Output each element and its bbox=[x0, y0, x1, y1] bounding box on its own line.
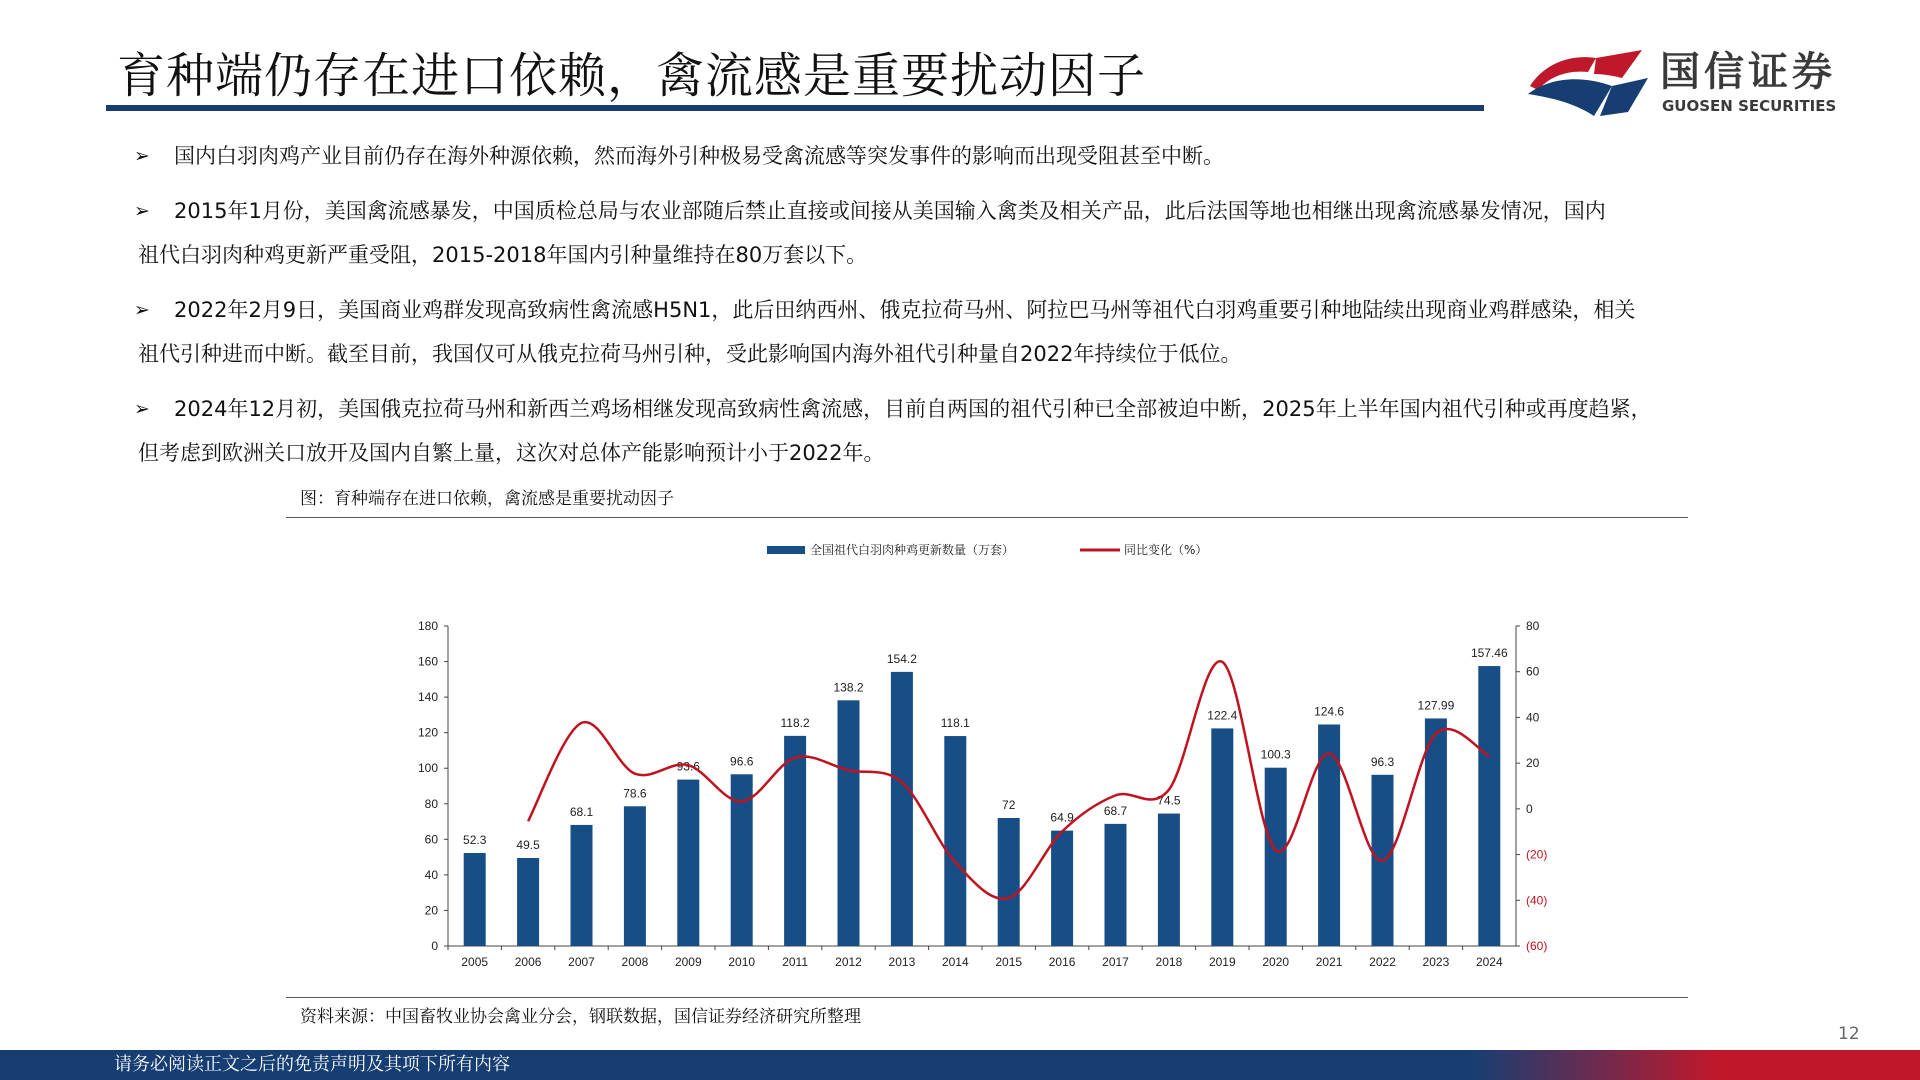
page-title: 育种端仍存在进口依赖，禽流感是重要扰动因子 bbox=[117, 48, 1147, 104]
bar-value-label: 138.2 bbox=[833, 680, 864, 695]
bar-value-label: 118.1 bbox=[940, 716, 970, 731]
x-tick-label: 2018 bbox=[1155, 955, 1183, 969]
x-tick-label: 2009 bbox=[674, 955, 702, 969]
bar bbox=[464, 853, 486, 946]
x-tick-label: 2022 bbox=[1369, 955, 1396, 969]
bullet-arrow-icon: ➢ bbox=[134, 299, 150, 321]
figure-bottom-rule bbox=[286, 997, 1688, 998]
bar bbox=[1265, 768, 1287, 946]
bullet-text-line: 祖代白羽肉种鸡更新严重受阻，2015-2018年国内引种量维持在80万套以下。 bbox=[138, 243, 868, 267]
bullet-text-line: 2022年2月9日，美国商业鸡群发现高致病性禽流感H5N1，此后田纳西州、俄克拉荷马州、阿拉巴马州等祖代白羽鸡重要引种地陆续出现商业鸡群感染，相关 bbox=[174, 298, 1636, 322]
bar bbox=[571, 825, 593, 946]
bar-value-label: 96.3 bbox=[1370, 754, 1395, 769]
x-tick-label: 2024 bbox=[1475, 955, 1503, 969]
x-tick-label: 2010 bbox=[728, 955, 756, 969]
bullet-item bbox=[134, 189, 1834, 277]
y-tick-label-left: 160 bbox=[417, 654, 438, 669]
bar-value-label: 154.2 bbox=[886, 651, 917, 666]
y-tick-label-left: 100 bbox=[417, 761, 438, 776]
combo-chart bbox=[286, 520, 1688, 994]
bullet-item bbox=[134, 387, 1834, 475]
legend-bar-label: 全国祖代白羽肉种鸡更新数量（万套） bbox=[810, 543, 1015, 557]
y-tick-label-left: 80 bbox=[424, 796, 438, 811]
x-tick-label: 2014 bbox=[941, 955, 969, 969]
bar-value-label: 118.2 bbox=[780, 715, 810, 730]
bullet-text-line: 2024年12月初，美国俄克拉荷马州和新西兰鸡场相继发现高致病性禽流感，目前自两国的祖代引种已全部被迫中断，2025年上半年国内祖代引种或再度趋紧， bbox=[174, 397, 1652, 421]
bar bbox=[891, 672, 913, 946]
company-logo bbox=[1524, 42, 1837, 122]
bar bbox=[677, 780, 699, 946]
bar bbox=[1051, 831, 1073, 946]
y-tick-label-left: 40 bbox=[424, 867, 438, 882]
bullet-text-line: 祖代引种进而中断。截至目前，我国仅可从俄克拉荷马州引种，受此影响国内海外祖代引种量自2022年持续位于低位。 bbox=[138, 342, 1242, 366]
page-number: 12 bbox=[1838, 1024, 1860, 1044]
bar-value-label: 78.6 bbox=[623, 786, 647, 801]
bar-value-label: 122.4 bbox=[1207, 708, 1238, 723]
bar-value-label: 49.5 bbox=[516, 838, 540, 852]
bar-value-label: 68.7 bbox=[1103, 803, 1128, 818]
y-tick-label-left: 60 bbox=[424, 832, 438, 847]
bar-value-label: 64.9 bbox=[1050, 810, 1074, 825]
footer-disclaimer: 请务必阅读正文之后的免责声明及其项下所有内容 bbox=[114, 1054, 510, 1075]
bar-value-label: 100.3 bbox=[1260, 747, 1291, 762]
bar-value-label: 127.99 bbox=[1417, 698, 1455, 713]
bar bbox=[1105, 824, 1127, 946]
bullet-text-line: 但考虑到欧洲关口放开及国内自繁上量，这次对总体产能影响预计小于2022年。 bbox=[138, 441, 885, 465]
bar bbox=[624, 806, 646, 946]
bar bbox=[944, 736, 966, 946]
x-tick-label: 2020 bbox=[1262, 955, 1290, 969]
bar-value-label: 157.46 bbox=[1470, 646, 1508, 661]
bar bbox=[838, 700, 860, 946]
y-tick-label-left: 140 bbox=[417, 690, 438, 705]
bar-value-label: 72 bbox=[1002, 798, 1016, 812]
bullet-text-line: 国内白羽肉鸡产业目前仍存在海外种源依赖，然而海外引种极易受禽流感等突发事件的影响而出现受阻甚至中断。 bbox=[174, 144, 1224, 168]
x-tick-label: 2017 bbox=[1102, 955, 1129, 969]
bullet-arrow-icon: ➢ bbox=[134, 145, 150, 167]
bar-value-label: 93.6 bbox=[676, 759, 700, 774]
footer-accent bbox=[1470, 1050, 1920, 1080]
y-tick-label-right: 0 bbox=[1526, 801, 1533, 816]
x-tick-label: 2005 bbox=[461, 955, 489, 969]
bar-value-label: 68.1 bbox=[569, 804, 594, 819]
y-tick-label-right: (60) bbox=[1526, 939, 1548, 953]
y-tick-label-right: 80 bbox=[1526, 619, 1540, 633]
x-tick-label: 2021 bbox=[1315, 955, 1343, 969]
bullet-text-line: 2015年1月份，美国禽流感暴发，中国质检总局与农业部随后禁止直接或间接从美国输入禽类及相关产品，此后法国等地也相继出现禽流感暴发情况，国内 bbox=[174, 199, 1606, 223]
bullet-item bbox=[134, 134, 1834, 178]
x-tick-label: 2019 bbox=[1208, 955, 1236, 969]
y-tick-label-right: (20) bbox=[1526, 847, 1548, 862]
bullet-arrow-icon: ➢ bbox=[134, 398, 150, 420]
x-tick-label: 2008 bbox=[621, 955, 649, 969]
x-tick-label: 2007 bbox=[568, 955, 595, 969]
bar bbox=[784, 736, 806, 946]
bar bbox=[998, 818, 1020, 946]
legend-bar-swatch bbox=[767, 546, 805, 554]
bar-value-label: 52.3 bbox=[463, 833, 487, 848]
bullet-list bbox=[134, 134, 1834, 486]
x-tick-label: 2015 bbox=[995, 955, 1023, 969]
y-tick-label-right: 20 bbox=[1526, 756, 1540, 771]
bar bbox=[1425, 718, 1447, 946]
logo-english-name: GUOSEN SECURITIES bbox=[1662, 97, 1837, 115]
logo-chinese-name: 国信证券 bbox=[1660, 49, 1836, 95]
bar-value-label: 124.6 bbox=[1314, 704, 1345, 719]
title-underline bbox=[106, 105, 1484, 111]
bar bbox=[1211, 728, 1233, 946]
bar bbox=[1158, 814, 1180, 946]
bar-value-label: 74.5 bbox=[1157, 793, 1181, 808]
y-tick-label-left: 120 bbox=[417, 725, 438, 740]
bullet-arrow-icon: ➢ bbox=[134, 200, 150, 222]
guosen-logo-icon bbox=[1524, 42, 1652, 120]
x-tick-label: 2011 bbox=[782, 955, 809, 969]
x-tick-label: 2012 bbox=[835, 955, 862, 969]
bar bbox=[517, 858, 539, 946]
y-tick-label-left: 20 bbox=[424, 903, 438, 918]
bullet-item bbox=[134, 288, 1834, 376]
y-tick-label-left: 180 bbox=[417, 619, 438, 633]
figure-top-rule bbox=[286, 517, 1688, 518]
x-tick-label: 2013 bbox=[888, 955, 916, 969]
bar-value-label: 96.6 bbox=[730, 754, 754, 769]
y-tick-label-left: 0 bbox=[431, 939, 438, 953]
figure-source: 资料来源：中国畜牧业协会禽业分会，钢联数据，国信证券经济研究所整理 bbox=[300, 1007, 861, 1027]
figure-caption: 图：育种端存在进口依赖，禽流感是重要扰动因子 bbox=[300, 489, 674, 509]
y-tick-label-right: (40) bbox=[1526, 893, 1548, 908]
y-tick-label-right: 60 bbox=[1526, 664, 1540, 679]
legend-line-label: 同比变化（%） bbox=[1124, 543, 1208, 557]
bar bbox=[1478, 666, 1500, 946]
y-tick-label-right: 40 bbox=[1526, 710, 1540, 725]
x-tick-label: 2023 bbox=[1422, 955, 1450, 969]
x-tick-label: 2016 bbox=[1048, 955, 1076, 969]
x-tick-label: 2006 bbox=[514, 955, 542, 969]
